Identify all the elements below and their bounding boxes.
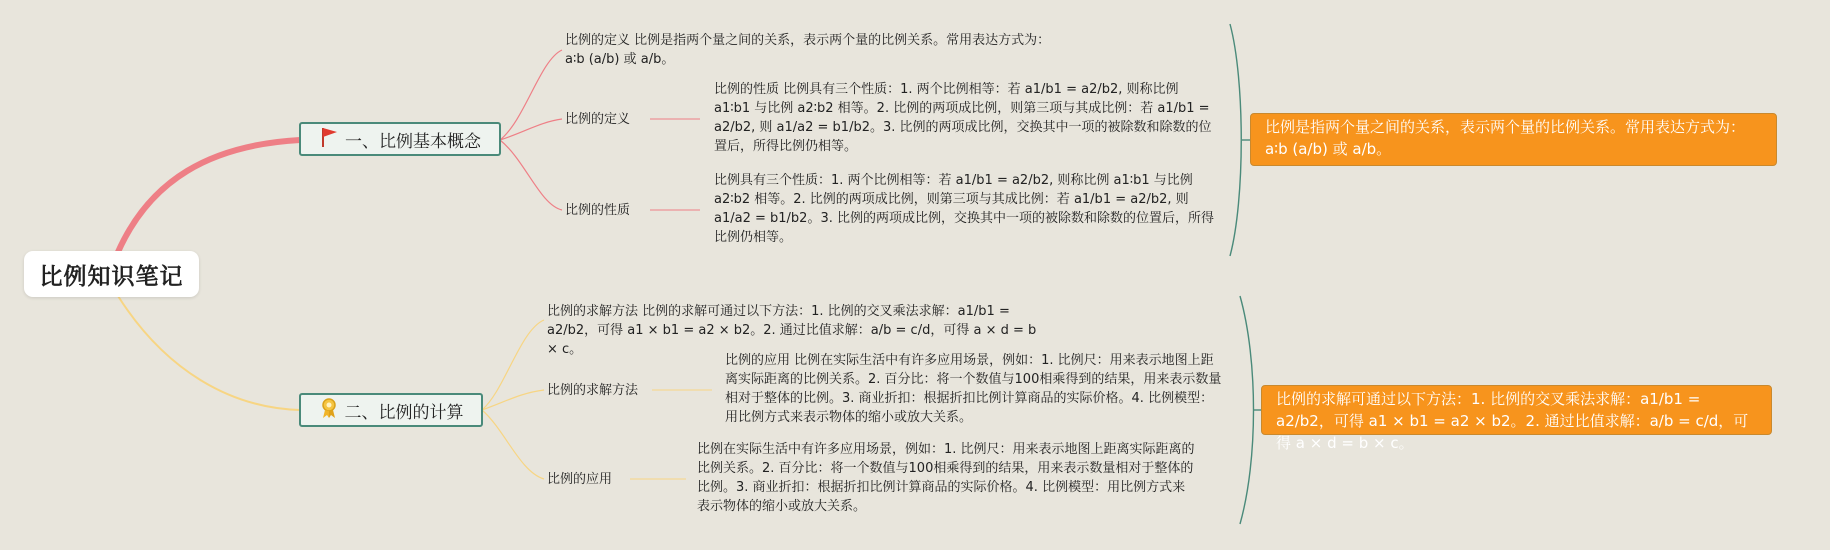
child-detail-applications: 比例在实际生活中有许多应用场景，例如：1. 比例尺：用来表示地图上距离实际距离的比例关系。2. 百分比：将一个数值与100相乘得到的结果，用来表示数量相对于整体的比例。3. 商业折扣：根据折扣比例计算商品的实际价格。4. 比例模型：用比例方式来表示物体的缩小或放大关系。: [697, 442, 1195, 514]
branch1-to-prop-line: [500, 140, 562, 210]
root-to-branch1-line: [118, 140, 300, 252]
summary-node-basic-concepts[interactable]: [1250, 113, 1777, 166]
summary-node-calculation[interactable]: [1261, 385, 1772, 452]
summary-text: 比例的求解可通过以下方法：1. 比例的交叉乘法求解：a1/b1 = a2/b2，可得 a1 × b1 = a2 × b2。2. 通过比值求解：a/b = c/d，可得 a × d = b × c。: [1276, 390, 1749, 452]
root-title: 比例知识笔记: [39, 263, 184, 290]
summary-text: 比例是指两个量之间的关系，表示两个量的比例关系。常用表达方式为：a∶b (a/b) 或 a/b。: [1265, 118, 1746, 158]
branch1-lead-text: 比例的定义 比例是指两个量之间的关系，表示两个量的比例关系。常用表达方式为：a∶b (a/b) 或 a/b。: [565, 33, 1051, 67]
child-label-solving-methods[interactable]: 比例的求解方法: [547, 383, 639, 398]
branch-node-basic-concepts[interactable]: [299, 122, 501, 156]
child-detail-solving-methods: 比例的应用 比例在实际生活中有许多应用场景，例如：1. 比例尺：用来表示地图上距离实际距离的比例关系。2. 百分比：将一个数值与100相乘得到的结果，用来表示数量相对于整体的比例。3. 商业折扣：根据折扣比例计算商品的实际价格。4. 比例模型：用比例方式来表示物体的缩小或放大关系。: [725, 353, 1222, 425]
branch2-to-lead-line: [482, 320, 544, 410]
summary-bracket-1: [1230, 24, 1241, 256]
summary-bracket-2: [1240, 296, 1254, 524]
root-to-branch2-line: [118, 296, 300, 410]
award-ribbon-icon: [319, 397, 339, 424]
branch-node-calculation[interactable]: [299, 393, 483, 427]
child-label-applications[interactable]: 比例的应用: [547, 472, 613, 487]
child-label-properties[interactable]: 比例的性质: [565, 203, 631, 218]
branch-title: 二、比例的计算: [344, 402, 464, 423]
branch2-lead-text: 比例的求解方法 比例的求解可通过以下方法：1. 比例的交叉乘法求解：a1/b1 = a2/b2，可得 a1 × b1 = a2 × b2。2. 通过比值求解：a/b = c/d，可得 a × d = b × c。: [547, 304, 1037, 357]
branch2-to-app-line: [482, 410, 544, 479]
child-label-definition[interactable]: 比例的定义: [565, 112, 631, 127]
branch-title: 一、比例基本概念: [345, 131, 481, 152]
child-detail-properties: 比例具有三个性质：1. 两个比例相等：若 a1/b1 = a2/b2, 则称比例 a1∶b1 与比例 a2∶b2 相等。2. 比例的两项成比例，则第三项与其成比例：若 a1/b1 = a2/b2, 则 a1/a2 = b1/b2。3. 比例的两项成比例，交换其中一项的被除数和除数的位置后，所得比例仍相等。: [714, 173, 1214, 245]
root-node[interactable]: [24, 251, 199, 297]
red-flag-icon: [319, 126, 339, 153]
child-detail-definition: 比例的性质 比例具有三个性质：1. 两个比例相等：若 a1/b1 = a2/b2, 则称比例 a1∶b1 与比例 a2∶b2 相等。2. 比例的两项成比例，则第三项与其成比例：若 a1/b1 = a2/b2, 则 a1/a2 = b1/b2。3. 比例的两项成比例，交换其中一项的被除数和除数的位置后，所得比例仍相等。: [714, 82, 1212, 154]
branch1-to-lead-line: [500, 50, 562, 140]
